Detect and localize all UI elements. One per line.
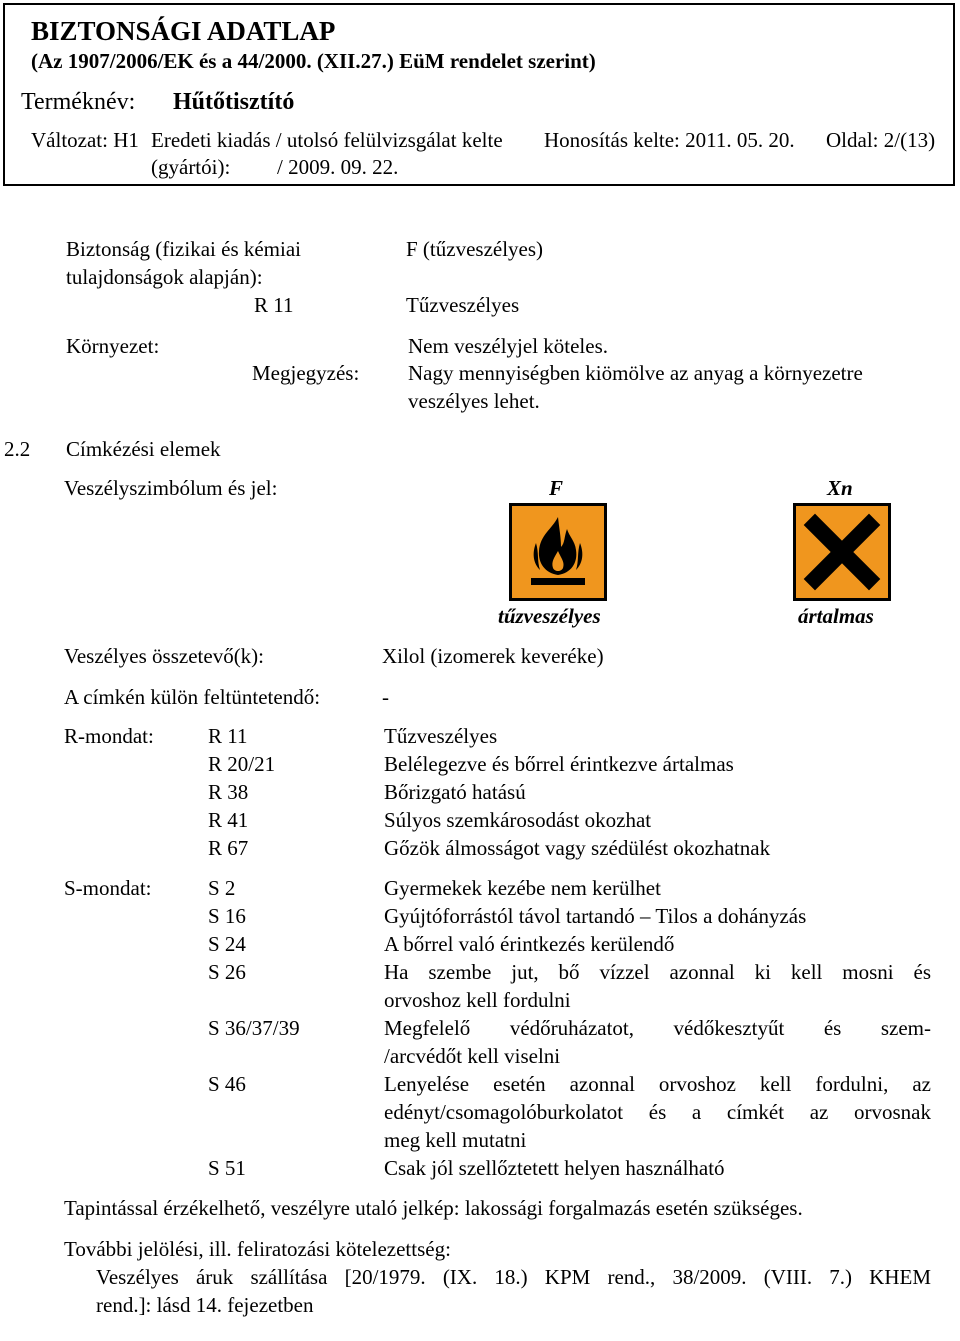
page-number: Oldal: 2/(13) <box>826 128 936 152</box>
components-label: Veszélyes összetevő(k): <box>64 644 265 668</box>
s-phrase-code: S 36/37/39 <box>208 1016 300 1040</box>
environment-label: Környezet: <box>66 334 160 358</box>
extra-label: A címkén külön feltüntetendő: <box>64 685 321 709</box>
note-label: Megjegyzés: <box>252 361 360 385</box>
safety-r-text: Tűzveszélyes <box>406 293 520 317</box>
safety-symbol: F (tűzveszélyes) <box>406 237 544 261</box>
further-line-2: rend.]: lásd 14. fejezetben <box>96 1293 314 1317</box>
r-phrase-code: R 20/21 <box>208 752 276 776</box>
further-label: További jelölési, ill. feliratozási kötelezettség: <box>64 1237 451 1261</box>
s-phrase-text: orvoshoz kell fordulni <box>384 988 571 1012</box>
r-phrase-text: Tűzveszélyes <box>384 724 498 748</box>
safety-r-code: R 11 <box>254 293 294 317</box>
components-value: Xilol (izomerek keveréke) <box>382 644 604 668</box>
s-phrase-code: S 2 <box>208 876 236 900</box>
symbol-caption-xn: ártalmas <box>798 604 874 628</box>
r-phrases-label: R-mondat: <box>64 724 154 748</box>
s-phrase-text: meg kell mutatni <box>384 1128 527 1152</box>
s-phrase-text: Csak jól szellőztetett helyen használható <box>384 1156 725 1180</box>
r-phrase-code: R 38 <box>208 780 249 804</box>
s-phrase-text: Gyújtóforrástól távol tartandó – Tilos a dohányzás <box>384 904 807 928</box>
section-number: 2.2 <box>4 437 31 461</box>
product-name: Hűtőtisztító <box>173 89 295 115</box>
r-phrase-text: Bőrizgató hatású <box>384 780 526 804</box>
s-phrase-text: Lenyelése esetén azonnal orvoshoz kell fordulni, az <box>384 1072 931 1096</box>
tactile-warning: Tapintással érzékelhető, veszélyre utaló jelkép: lakossági forgalmazás esetén szükséges. <box>64 1196 803 1220</box>
issue-label-2: (gyártói): <box>151 155 231 179</box>
issue-date: / 2009. 09. 22. <box>277 155 399 179</box>
r-phrase-text: Gőzök álmosságot vagy szédülést okozhatnak <box>384 836 771 860</box>
s-phrases-label: S-mondat: <box>64 876 152 900</box>
safety-label-1: Biztonság (fizikai és kémiai <box>66 237 302 261</box>
s-phrase-text: edényt/csomagolóburkolatot és a címkét az orvosnak <box>384 1100 931 1124</box>
s-phrase-text: Megfelelő védőruházatot, védőkesztyűt és szem- <box>384 1016 931 1040</box>
cross-icon <box>793 503 891 601</box>
extra-value: - <box>382 685 389 709</box>
s-phrase-text: Gyermekek kezébe nem kerülhet <box>384 876 661 900</box>
symbol-code-xn: Xn <box>827 476 853 500</box>
document-title: BIZTONSÁGI ADATLAP <box>31 16 336 46</box>
s-phrase-code: S 51 <box>208 1156 246 1180</box>
note-line-2: veszélyes lehet. <box>408 389 540 413</box>
section-title: Címkézési elemek <box>66 437 221 461</box>
symbol-caption-f: tűzveszélyes <box>498 604 601 628</box>
further-line-1: Veszélyes áruk szállítása [20/1979. (IX. 18.) KPM rend., 38/2009. (VIII. 7.) KHEM <box>96 1265 931 1289</box>
s-phrase-code: S 24 <box>208 932 246 956</box>
r-phrase-code: R 67 <box>208 836 249 860</box>
s-phrase-code: S 16 <box>208 904 246 928</box>
symbol-code-f: F <box>549 476 564 500</box>
s-phrase-code: S 46 <box>208 1072 246 1096</box>
safety-label-2: tulajdonságok alapján): <box>66 265 263 289</box>
environment-value: Nem veszélyjel köteles. <box>408 334 609 358</box>
flame-icon <box>509 503 607 601</box>
note-line-1: Nagy mennyiségben kiömölve az anyag a környezetre <box>408 361 863 385</box>
r-phrase-text: Belélegezve és bőrrel érintkezve ártalmas <box>384 752 734 776</box>
naturalization-date: Honosítás kelte: 2011. 05. 20. <box>544 128 795 152</box>
issue-label: Eredeti kiadás / utolsó felülvizsgálat kelte <box>151 128 503 152</box>
r-phrase-code: R 41 <box>208 808 249 832</box>
s-phrase-text: A bőrrel való érintkezés kerülendő <box>384 932 675 956</box>
symbol-label: Veszélyszimbólum és jel: <box>64 476 278 500</box>
document-subtitle: (Az 1907/2006/EK és a 44/2000. (XII.27.) EüM rendelet szerint) <box>31 49 596 73</box>
version: Változat: H1 <box>31 128 139 152</box>
s-phrase-text: /arcvédőt kell viselni <box>384 1044 561 1068</box>
s-phrase-text: Ha szembe jut, bő vízzel azonnal ki kell mosni és <box>384 960 931 984</box>
s-phrase-code: S 26 <box>208 960 246 984</box>
r-phrase-code: R 11 <box>208 724 248 748</box>
r-phrase-text: Súlyos szemkárosodást okozhat <box>384 808 652 832</box>
product-label: Terméknév: <box>21 89 136 115</box>
